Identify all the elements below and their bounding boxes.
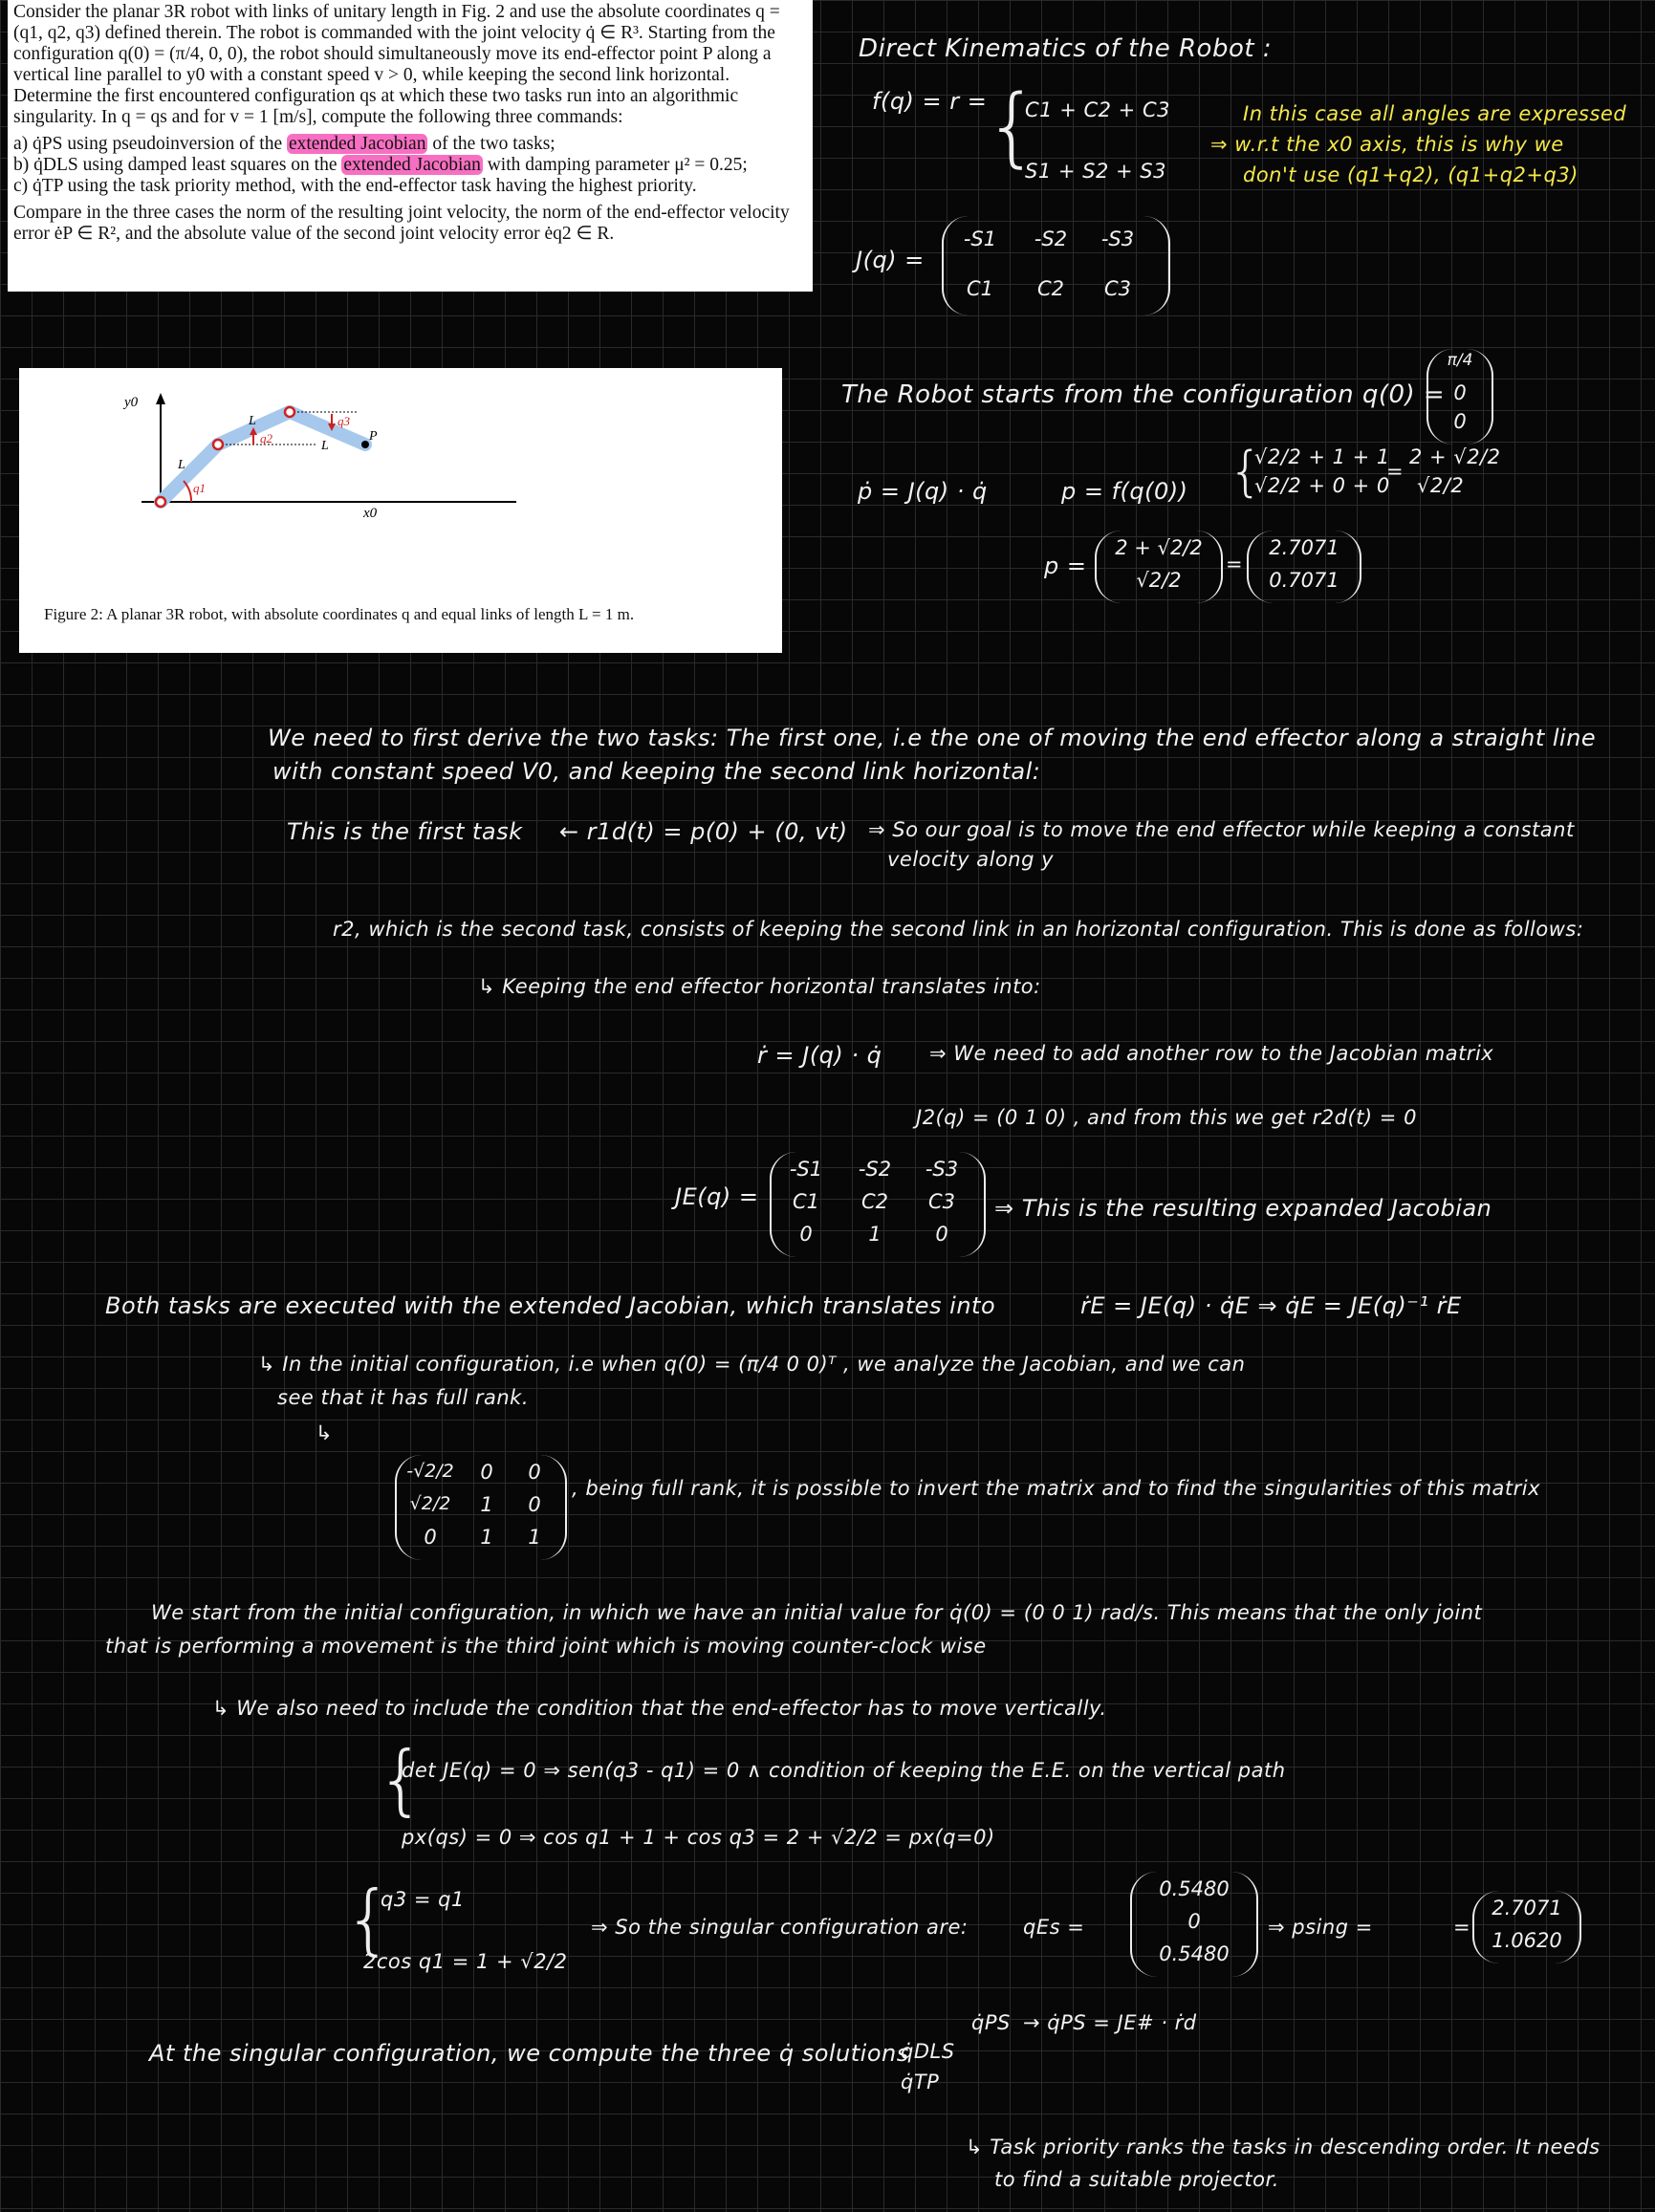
cos-q1-equation: 2cos q1 = 1 + √2/2 [363,1950,568,1973]
label-x0: x0 [363,506,378,521]
item-b-text: b) q̇DLS using damped least squares on the [13,155,342,175]
qsing-lhs: qEs = [1023,1916,1085,1939]
M-cell: 0 [480,1461,493,1484]
J-lhs: J(q) = [856,247,925,273]
highlight-extended-jacobian: extended Jacobian [343,155,481,175]
p-result-1: 2 + √2/2 [1409,445,1501,468]
label-y0: y0 [124,395,139,410]
M-cell: 1 [480,1526,493,1549]
qsing-cell: 0.5480 [1159,1877,1230,1900]
solution-tp: q̇TP [901,2071,940,2093]
label-L3: L [321,439,329,453]
p-case-1: √2/2 + 1 + 1 [1254,445,1390,468]
goal-line-1: ⇒ So our goal is to move the end effector while keeping a constant [868,818,1575,841]
JE-cell: 1 [868,1223,882,1246]
J-cell: C1 [966,277,994,300]
yellow-note-3: don't use (q1+q2), (q1+q2+q3) [1243,163,1579,186]
f-row2: S1 + S2 + S3 [1025,160,1166,183]
yellow-note-1: In this case all angles are expressed [1243,102,1627,125]
direct-kinematics-title: Direct Kinematics of the Robot : [859,34,1273,63]
init-conf-1: ↳ In the initial configuration, i.e when q(0) = (π/4 0 0)ᵀ , we analyze the Jacobian, and we can [258,1353,1246,1376]
p-vec-cell: √2/2 [1136,569,1182,592]
q0-cell: π/4 [1447,351,1473,370]
J-matrix [942,216,1170,315]
q0-cell: 0 [1453,381,1467,404]
JE-cell: -S3 [925,1158,959,1181]
qsing-vector [1130,1872,1258,1977]
item-a-text-end: of the two tasks; [427,134,555,154]
problem-item-a [13,134,807,155]
psing-lhs: ⇒ psing = [1268,1916,1373,1939]
psing-vector [1472,1891,1581,1963]
JE-cell: C3 [927,1190,956,1213]
M-cell: -√2/2 [406,1461,454,1482]
J-cell: -S1 [963,228,997,250]
solution-ps: q̇PS [971,2011,1011,2034]
label-q2: q2 [260,431,272,445]
JE-cell: C1 [792,1190,820,1213]
psing-cell: 2.7071 [1492,1897,1562,1919]
p-num-cell: 0.7071 [1269,569,1339,592]
q0-vector [1426,349,1493,445]
robot-figure [19,368,782,653]
M-cell: √2/2 [409,1493,451,1514]
J-cell: C2 [1036,277,1065,300]
item-b-text-end: with damping parameter μ² = 0.25; [482,155,748,175]
start-configuration: The Robot starts from the configuration q(0) = [841,380,1446,409]
p-case-2: √2/2 + 0 + 0 [1254,474,1390,497]
end-effector-point [361,441,369,448]
also-condition: ↳ We also need to include the condition that the end-effector has to move vertically. [212,1697,1107,1720]
label-q1: q1 [193,481,206,495]
p-lhs: p = [1044,553,1087,579]
initial-JE-matrix [395,1455,567,1560]
start-line-1: We start from the initial configuration, in which we have an initial value for q̇(0) = (0 0 1) rad/s. This means that the only joint [151,1601,1483,1624]
M-cell: 0 [424,1526,437,1549]
problem-item-c: c) q̇TP using the task priority method, with the end-effector task having the highest priority. [13,176,697,196]
label-q3: q3 [338,414,350,428]
both-tasks: Both tasks are executed with the extended Jacobian, which translates into [105,1292,996,1319]
q0-cell: 0 [1453,410,1467,433]
init-conf-2: see that it has full rank. [277,1386,530,1409]
full-rank-text: , being full rank, it is possible to invert the matrix and to find the singularities of this matrix [572,1477,1541,1500]
JE-cell: -S1 [789,1158,823,1181]
joint-1 [156,497,165,507]
p-result-2: √2/2 [1417,474,1465,497]
JE-cell: 0 [799,1223,813,1246]
goal-line-2: velocity along y [887,848,1055,871]
qps-equation: → q̇PS = JE# · ṙd [1023,2011,1197,2034]
highlight-extended-jacobian: extended Jacobian [288,134,426,154]
M-cell: 0 [528,1493,541,1516]
q3-equals-q1: q3 = q1 [381,1888,465,1911]
tasks-line-1: We need to first derive the two tasks: The first one, i.e the one of moving the end effector along a straight line [268,725,1597,751]
J-cell: -S3 [1100,228,1135,250]
JE-matrix [770,1152,986,1257]
solution-dls: q̇DLS [901,2040,955,2063]
f-lhs: f(q) = r = [872,88,988,115]
task-priority-2: to find a suitable projector. [994,2168,1279,2191]
label-P: P [369,429,378,444]
f-brace: { [985,76,1040,177]
solution-brace: { [344,1875,393,1963]
M-cell: 1 [480,1493,493,1516]
JE-cell: C2 [860,1190,889,1213]
pdot-equation: ṗ = J(q) · q̇ [858,478,988,505]
p-brace: { [1229,441,1263,503]
JE-cell: -S2 [858,1158,892,1181]
first-task: This is the first task [287,818,523,845]
J-cell: -S2 [1034,228,1068,250]
tasks-line-2: with constant speed V0, and keeping the second link horizontal: [272,758,1041,785]
rE-equation: ṙE = JE(q) · q̇E ⇒ q̇E = JE(q)⁻¹ ṙE [1080,1292,1462,1319]
px-condition: px(qs) = 0 ⇒ cos q1 + 1 + cos q3 = 2 + √2/2 = px(q=0) [402,1826,995,1849]
add-row-text: ⇒ We need to add another row to the Jacobian matrix [929,1042,1494,1065]
M-cell: 1 [528,1526,541,1549]
p-equals: = [1386,460,1405,483]
problem-statement [8,0,813,292]
p-vector [1095,531,1223,603]
J2-text: J2(q) = (0 1 0) , and from this we get r2d(t) = 0 [916,1106,1417,1129]
at-singular: At the singular configuration, we compute the three q̇ solutions [149,2040,909,2067]
JE-lhs: JE(q) = [675,1183,759,1210]
problem-compare: Compare in the three cases the norm of the resulting joint velocity, the norm of the end-effector velocity error ėP ∈ R², and the absolute value of the second joint velocity error ėq2 ∈ R. [13,203,790,244]
problem-item-b [13,155,807,176]
JE-cell: 0 [935,1223,948,1246]
r1-definition: ← r1d(t) = p(0) + (0, vt) [559,818,848,845]
joint-2 [213,440,223,449]
p-vec-cell: 2 + √2/2 [1115,536,1203,559]
qsing-cell: 0 [1187,1910,1201,1933]
arrow-down: ↳ [316,1421,334,1444]
singular-config-text: ⇒ So the singular configuration are: [591,1916,969,1939]
yellow-note-2: ⇒ w.r.t the x0 axis, this is why we [1210,133,1564,156]
y-axis-arrow-icon [156,393,165,404]
f-row1: C1 + C2 + C3 [1025,98,1170,121]
start-line-2: that is performing a movement is the third joint which is moving counter-clock wise [105,1635,987,1658]
item-a-text: a) q̇PS using pseudoinversion of the [13,134,287,154]
p-num-cell: 2.7071 [1269,536,1339,559]
JE-note: ⇒ This is the resulting expanded Jacobian [994,1195,1492,1222]
psing-equals: = [1453,1916,1471,1939]
r2-text: r2, which is the second task, consists of keeping the second link in an horizontal configuration. This is done as follows: [333,918,1584,941]
p-numeric [1247,531,1361,603]
qsing-cell: 0.5480 [1159,1942,1230,1965]
rdot-equation: ṙ = J(q) · q̇ [757,1042,882,1069]
figure-caption: Figure 2: A planar 3R robot, with absolute coordinates q and equal links of length L = 1 m. [44,605,635,623]
problem-intro: Consider the planar 3R robot with links of unitary length in Fig. 2 and use the absolute coordinates q = (q1, q2, q3) defined therein. The robot is commanded with the joint velocity q̇ ∈ R³. Starting from the configuration q(0) = (π/4, 0, 0), the robot should simultaneously move its end-effector point P along a vertical line parallel to y0 with a constant speed v > 0, while keeping the second link horizontal. Determine the first encountered configuration qs at which these two tasks run into an algorithmic singularity. In q = qs and for v = 1 [m/s], compute the following three commands: [13,2,780,127]
det-condition: det JE(q) = 0 ⇒ sen(q3 - q1) = 0 ∧ condition of keeping the E.E. on the vertical path [402,1759,1286,1782]
keeping-text: ↳ Keeping the end effector horizontal translates into: [478,975,1041,998]
psing-cell: 1.0620 [1492,1929,1562,1952]
p-equals-2: = [1226,553,1244,575]
condition-brace: { [377,1735,425,1824]
task-priority-1: ↳ Task priority ranks the tasks in descending order. It needs [966,2136,1601,2158]
joint-3 [285,407,294,417]
label-L1: L [178,458,185,472]
M-cell: 0 [528,1461,541,1484]
label-L2: L [249,414,256,428]
J-cell: C3 [1103,277,1132,300]
p-equation: p = f(q(0)) [1061,478,1188,505]
